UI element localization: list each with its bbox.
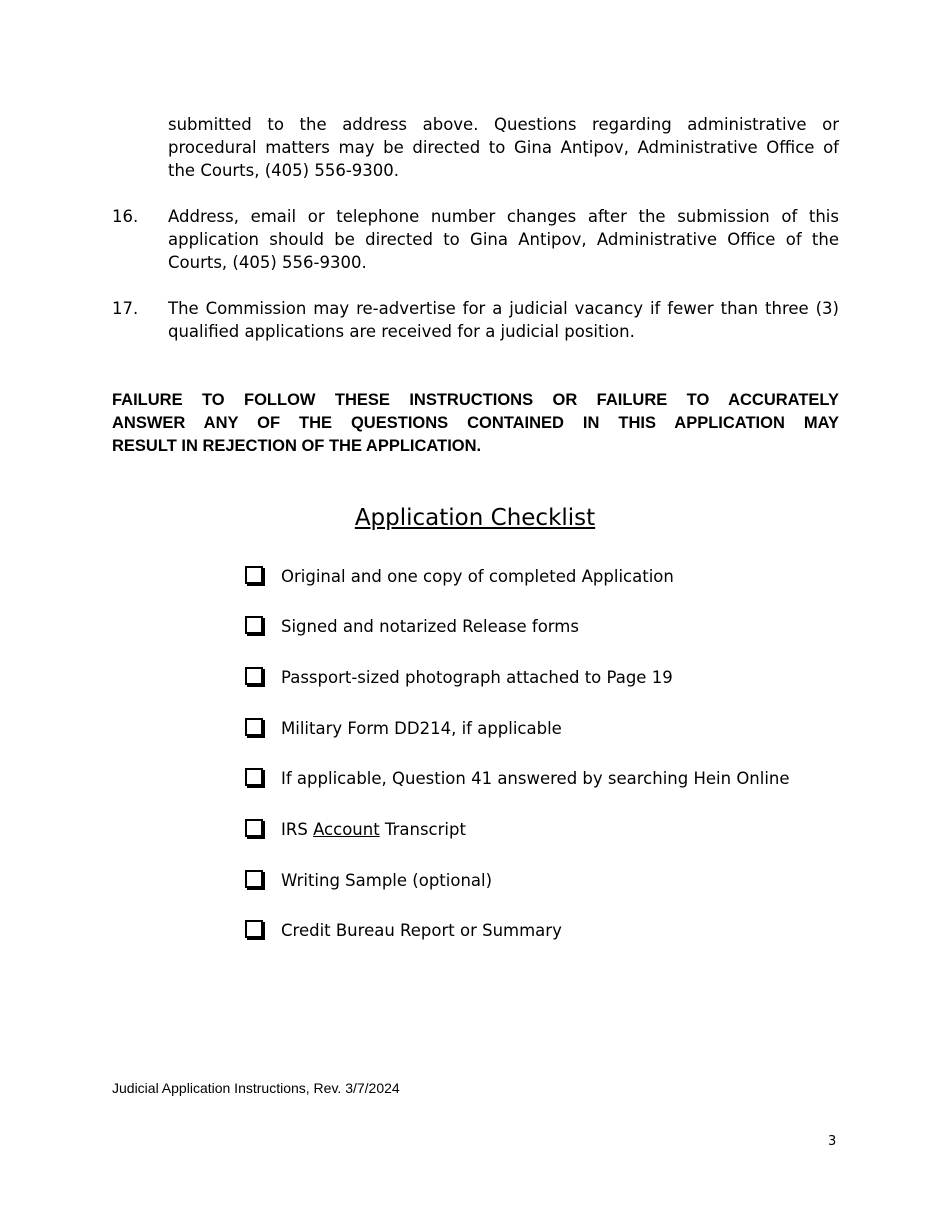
text-line: Address, email or telephone number changes after the submission of this xyxy=(168,207,839,226)
checkbox-icon[interactable] xyxy=(245,667,263,685)
text-line: The Commission may re-advertise for a judicial vacancy if fewer than three (3) xyxy=(168,299,839,318)
checkbox-icon[interactable] xyxy=(245,819,263,837)
checkbox-icon[interactable] xyxy=(245,920,263,938)
checklist-item xyxy=(245,868,492,892)
checklist-item-label: If applicable, Question 41 answered by searching Hein Online xyxy=(281,768,790,788)
checkbox-icon[interactable] xyxy=(245,870,263,888)
checkbox-icon[interactable] xyxy=(245,616,263,634)
checklist-item xyxy=(245,766,790,790)
checklist-item-label: Original and one copy of completed Application xyxy=(281,566,674,586)
warning-line: RESULT IN REJECTION OF THE APPLICATION. xyxy=(112,437,482,455)
checklist-item xyxy=(245,665,673,689)
checklist-item xyxy=(245,564,674,588)
footer-text: Judicial Application Instructions, Rev. 3/7/2024 xyxy=(112,1080,400,1096)
text-line: application should be directed to Gina Antipov, Administrative Office of the xyxy=(168,230,839,249)
label-part: IRS xyxy=(281,819,314,839)
warning-line: FAILURE TO FOLLOW THESE INSTRUCTIONS OR FAILURE TO ACCURATELY xyxy=(112,391,839,409)
item-17-text xyxy=(168,297,839,343)
checklist-item-label: Writing Sample (optional) xyxy=(281,870,493,890)
checklist-title: Application Checklist xyxy=(354,505,596,531)
checklist-item-label: Signed and notarized Release forms xyxy=(281,616,579,636)
item-16-text xyxy=(168,205,839,274)
text-line: Courts, (405) 556-9300. xyxy=(168,253,367,272)
checkbox-icon[interactable] xyxy=(245,566,263,584)
page-number: 3 xyxy=(828,1134,837,1149)
checklist-item xyxy=(245,614,579,638)
item-17-number: 17. xyxy=(112,299,139,318)
label-part: Transcript xyxy=(379,819,466,839)
checklist-item xyxy=(245,716,562,740)
item-15-continuation xyxy=(168,113,839,182)
checklist-item xyxy=(245,918,562,942)
label-underlined: Account xyxy=(313,819,380,839)
failure-warning xyxy=(112,389,839,458)
checklist-item-label: Passport-sized photograph attached to Page 19 xyxy=(281,667,673,687)
checklist-item-label: Credit Bureau Report or Summary xyxy=(281,920,562,940)
text-line: procedural matters may be directed to Gina Antipov, Administrative Office of xyxy=(168,138,839,157)
checklist-item-label xyxy=(281,820,466,839)
checkbox-icon[interactable] xyxy=(245,718,263,736)
warning-line: ANSWER ANY OF THE QUESTIONS CONTAINED IN THIS APPLICATION MAY xyxy=(112,414,839,432)
checkbox-icon[interactable] xyxy=(245,768,263,786)
item-16-number: 16. xyxy=(112,207,139,226)
checklist-item xyxy=(245,817,466,841)
text-line: submitted to the address above. Questions regarding administrative or xyxy=(168,115,839,134)
text-line: the Courts, (405) 556-9300. xyxy=(168,161,400,180)
text-line: qualified applications are received for a judicial position. xyxy=(168,322,635,341)
checklist-item-label: Military Form DD214, if applicable xyxy=(281,718,562,738)
